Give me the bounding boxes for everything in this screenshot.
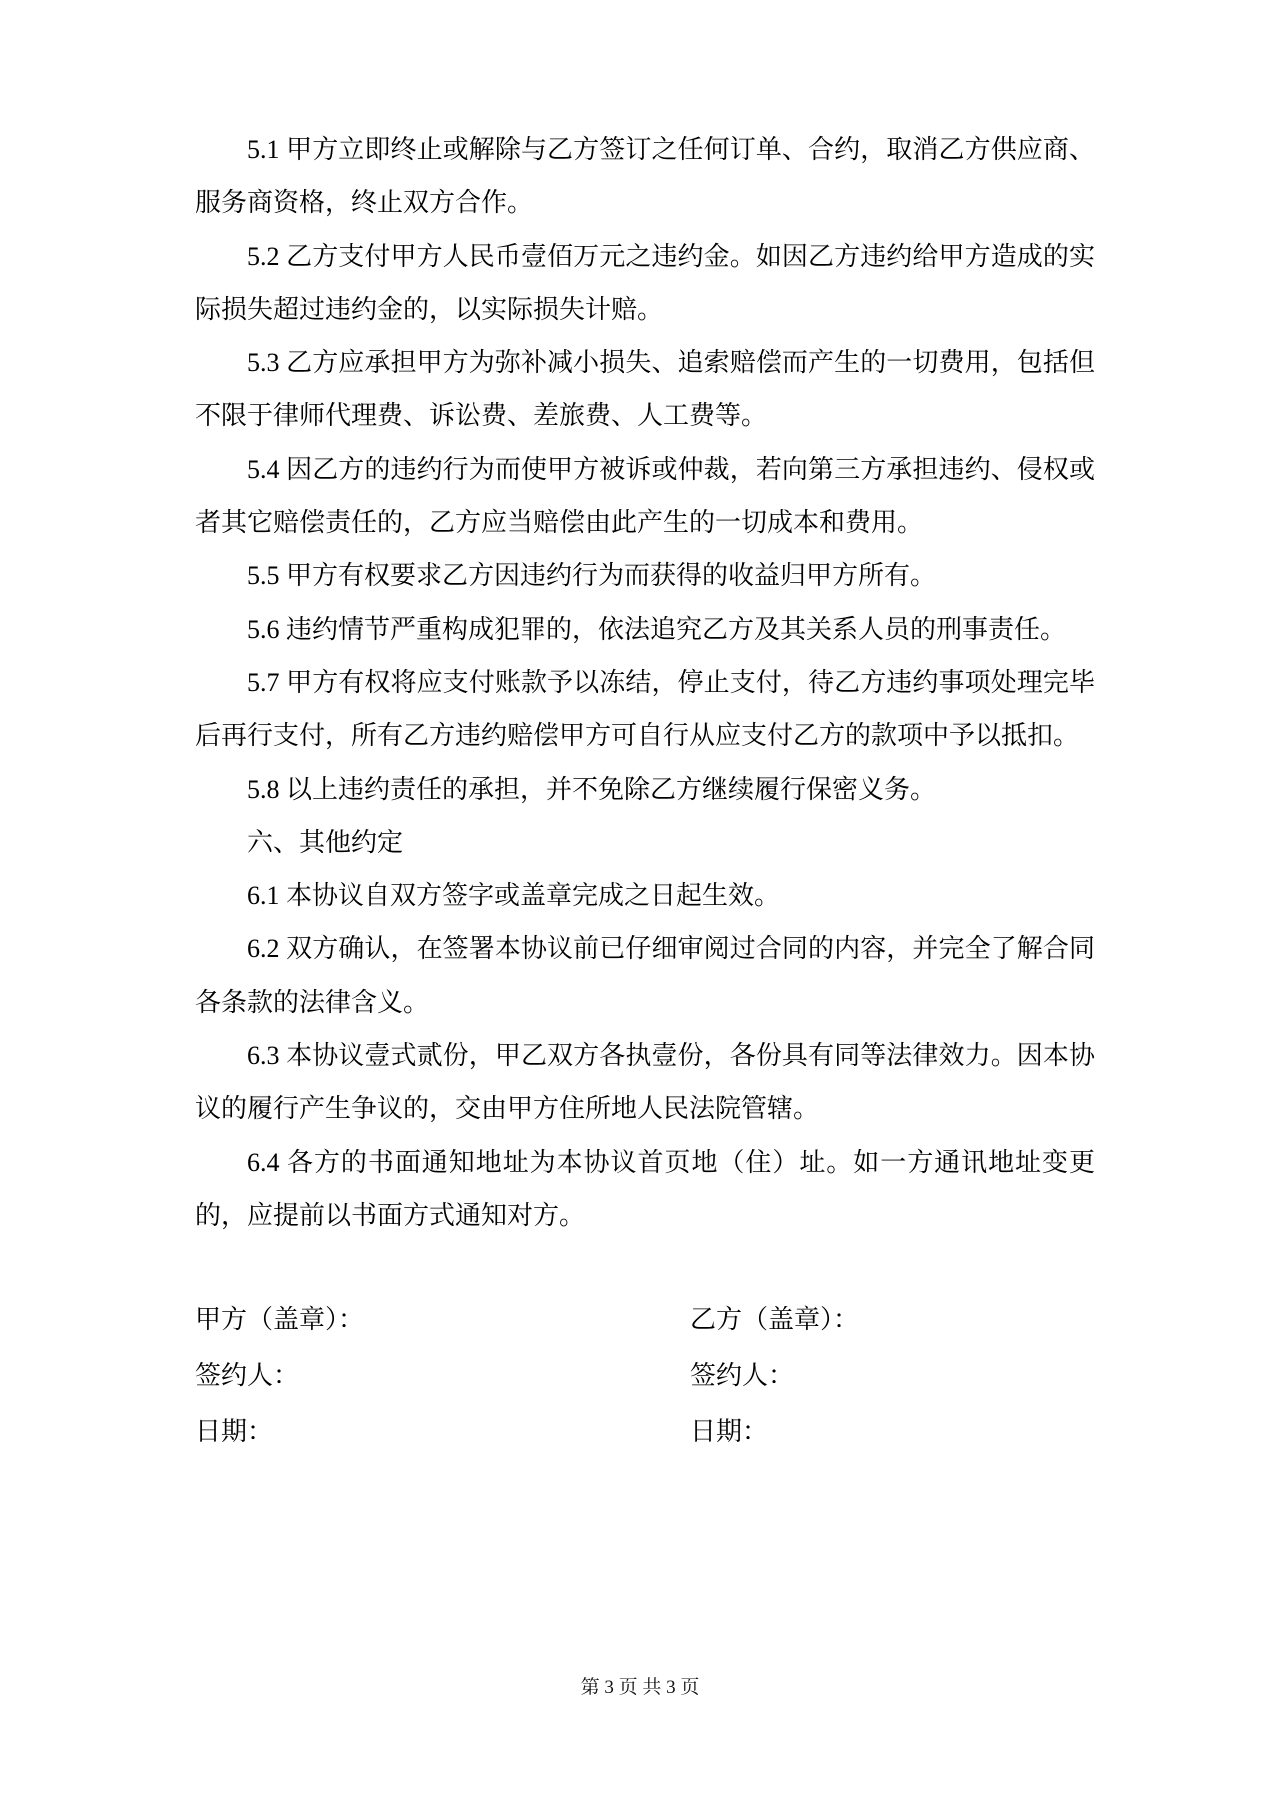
page-number-footer: 第 3 页 共 3 页 xyxy=(580,1677,700,1698)
clause-5-4: 5.4 因乙方的违约行为而使甲方被诉或仲裁，若向第三方承担违约、侵权或者其它赔偿责任的，乙方应当赔偿由此产生的一切成本和费用。 xyxy=(195,454,1095,538)
party-a-seal-label: 甲方（盖章）： xyxy=(195,1305,365,1334)
signature-block xyxy=(195,1292,1095,1460)
clause-5-3: 5.3 乙方应承担甲方为弥补减小损失、追索赔偿而产生的一切费用，包括但不限于律师代理费、诉讼费、差旅费、人工费等。 xyxy=(195,348,1095,431)
party-a-date-label: 日期： xyxy=(195,1417,274,1446)
clause-5-8: 5.8 以上违约责任的承担，并不免除乙方继续履行保密义务。 xyxy=(247,774,937,804)
section-6-heading: 六、其他约定 xyxy=(247,827,404,857)
party-b-seal-label: 乙方（盖章）： xyxy=(690,1305,860,1334)
clause-6-4: 6.4 各方的书面通知地址为本协议首页地（住）址。如一方通讯地址变更的，应提前以书面方式通知对方。 xyxy=(195,1147,1095,1230)
seal-row xyxy=(195,1292,1095,1348)
clause-6-3: 6.3 本协议壹式贰份，甲乙双方各执壹份，各份具有同等法律效力。因本协议的履行产生争议的，交由甲方住所地人民法院管辖。 xyxy=(195,1041,1095,1124)
clause-5-2: 5.2 乙方支付甲方人民币壹佰万元之违约金。如因乙方违约给甲方造成的实际损失超过违约金的，以实际损失计赔。 xyxy=(195,241,1095,324)
party-b-date-label: 日期： xyxy=(690,1417,769,1446)
signer-row xyxy=(195,1348,1095,1404)
clause-5-1: 5.1 甲方立即终止或解除与乙方签订之任何订单、合约，取消乙方供应商、服务商资格，终止双方合作。 xyxy=(195,135,1095,218)
clause-6-1: 6.1 本协议自双方签字或盖章完成之日起生效。 xyxy=(247,881,781,911)
contract-body xyxy=(195,123,1095,1242)
party-a-signer-label: 签约人： xyxy=(195,1361,300,1390)
clause-5-6: 5.6 违约情节严重构成犯罪的，依法追究乙方及其关系人员的刑事责任。 xyxy=(247,614,1067,644)
clause-5-7: 5.7 甲方有权将应支付账款予以冻结，停止支付，待乙方违约事项处理完毕后再行支付，所有乙方违约赔偿甲方可自行从应支付乙方的款项中予以抵扣。 xyxy=(195,667,1095,751)
party-b-signer-label: 签约人： xyxy=(690,1361,795,1390)
date-row xyxy=(195,1404,1095,1460)
clause-6-2: 6.2 双方确认，在签署本协议前已仔细审阅过合同的内容，并完全了解合同各条款的法律含义。 xyxy=(195,934,1095,1017)
clause-5-5: 5.5 甲方有权要求乙方因违约行为而获得的收益归甲方所有。 xyxy=(247,561,937,591)
